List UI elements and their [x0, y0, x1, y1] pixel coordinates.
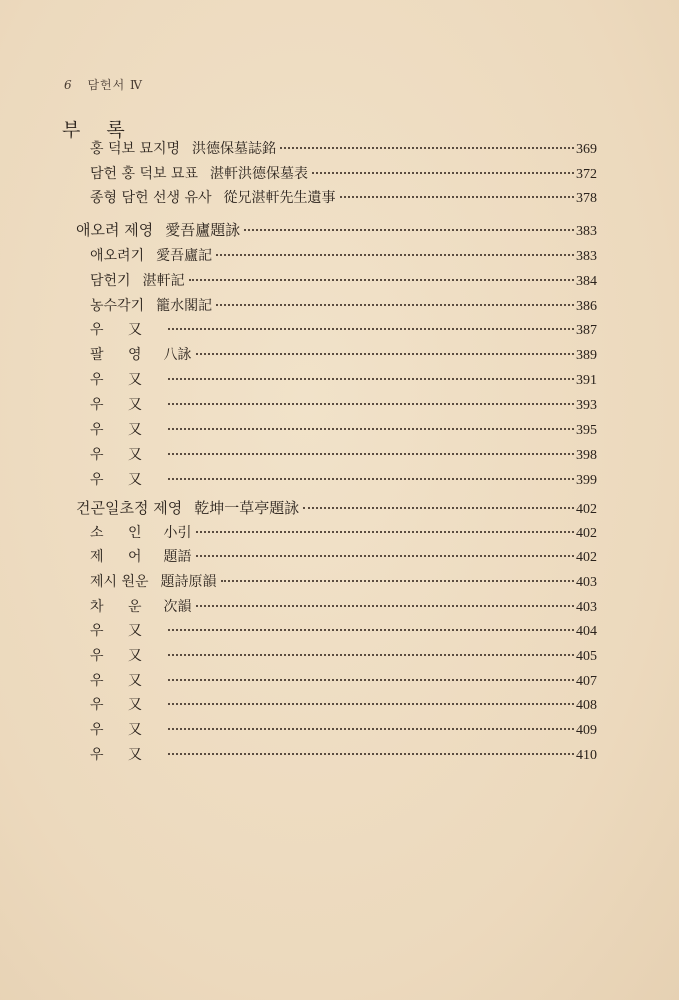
toc-entry-korean: 제 어	[90, 549, 152, 565]
toc-entry-hanja: 乾坤一草亭題詠	[194, 499, 300, 517]
toc-entry-label	[0, 522, 192, 544]
toc-page-number: 405	[576, 649, 597, 664]
toc-page-number: 404	[576, 624, 597, 639]
toc-page-number: 378	[576, 191, 597, 206]
dot-leader	[312, 172, 574, 174]
toc-entry-label	[0, 369, 164, 391]
toc-entry	[0, 522, 602, 544]
toc-page-number: 399	[576, 473, 597, 488]
toc-entry-korean: 애오려 제영	[76, 221, 154, 239]
toc-entry-hanja: 洪德保墓誌銘	[192, 141, 277, 157]
toc-entry	[0, 369, 602, 391]
toc-entry-label	[0, 344, 192, 366]
dot-leader	[168, 478, 574, 480]
toc-entry-label	[0, 469, 164, 491]
toc-entry	[0, 719, 602, 741]
dot-leader	[168, 703, 574, 705]
toc-page-number: 386	[576, 299, 597, 314]
toc-entry-korean: 홍 덕보 묘지명	[90, 141, 181, 157]
toc-page-number: 402	[576, 502, 597, 517]
dot-leader	[196, 605, 575, 607]
toc-entry-korean: 우 又	[90, 697, 152, 713]
toc-page-number: 410	[576, 748, 597, 763]
toc-entry	[0, 245, 602, 267]
running-header	[64, 76, 143, 93]
toc-entry-label	[0, 419, 164, 441]
toc-entry	[0, 645, 602, 667]
toc-entry-hanja: 湛軒記	[142, 273, 185, 289]
toc-page-number: 384	[576, 274, 597, 289]
toc-entry	[0, 670, 602, 692]
toc-entry	[0, 187, 602, 209]
toc-entry-korean: 우 又	[90, 372, 152, 388]
dot-leader	[168, 753, 574, 755]
toc-entry-hanja: 湛軒洪德保墓表	[210, 166, 309, 182]
toc-entry-korean: 종형 담헌 선생 유사	[90, 190, 212, 206]
dot-leader	[216, 254, 574, 256]
toc-page-number: 402	[576, 550, 597, 565]
dot-leader	[168, 629, 574, 631]
toc-entry-label	[0, 295, 212, 317]
toc-entry-label	[0, 163, 308, 185]
toc-page-number: 403	[576, 600, 597, 615]
toc-page-number: 409	[576, 723, 597, 738]
toc-entry	[0, 469, 602, 491]
toc-entry	[0, 419, 602, 441]
dot-leader	[168, 654, 574, 656]
dot-leader	[168, 378, 574, 380]
toc-entry-hanja: 次韻	[163, 599, 192, 615]
toc-entry	[0, 138, 602, 160]
toc-entry-korean: 우 又	[90, 648, 152, 664]
toc-page-number: 407	[576, 674, 597, 689]
toc-entry	[0, 497, 602, 519]
toc-entry-korean: 팔 영	[90, 347, 152, 363]
toc-entry-hanja: 從兄湛軒先生遺事	[223, 190, 336, 206]
running-title: 담헌서 Ⅳ	[87, 78, 144, 92]
dot-leader	[280, 147, 574, 149]
toc-entry-label	[0, 245, 212, 267]
toc-page-number: 387	[576, 323, 597, 338]
toc-entry-korean: 차 운	[90, 599, 152, 615]
toc-entry	[0, 444, 602, 466]
toc-entry	[0, 319, 602, 341]
toc-page-number: 391	[576, 373, 597, 388]
toc-entry-label	[0, 394, 164, 416]
dot-leader	[168, 328, 574, 330]
toc-entry-korean: 담헌기	[90, 273, 131, 289]
toc-entry-label	[0, 670, 164, 692]
toc-entry	[0, 219, 602, 241]
toc-entry	[0, 295, 602, 317]
toc-entry	[0, 596, 602, 618]
toc-entry	[0, 744, 602, 766]
toc-page-number: 398	[576, 448, 597, 463]
toc-entry-korean: 소 인	[90, 525, 152, 541]
toc-entry	[0, 620, 602, 642]
toc-page-number: 408	[576, 698, 597, 713]
toc-entry-label	[0, 219, 240, 241]
dot-leader	[168, 403, 574, 405]
toc-entry-korean: 제시 원운	[90, 574, 149, 590]
dot-leader	[244, 229, 574, 231]
toc-entry-label	[0, 497, 299, 519]
toc-entry	[0, 344, 602, 366]
toc-entry-label	[0, 444, 164, 466]
dot-leader	[168, 679, 574, 681]
toc-entry	[0, 394, 602, 416]
toc-entry-label	[0, 138, 276, 160]
toc-entry-korean: 우 又	[90, 447, 152, 463]
toc-entry-label	[0, 645, 164, 667]
toc-page-number: 395	[576, 423, 597, 438]
dot-leader	[196, 353, 575, 355]
dot-leader	[221, 580, 574, 582]
dot-leader	[168, 728, 574, 730]
toc-entry-label	[0, 571, 217, 593]
toc-page-number: 383	[576, 249, 597, 264]
dot-leader	[216, 304, 574, 306]
toc-entry-label	[0, 744, 164, 766]
toc-entry-label	[0, 546, 192, 568]
toc-page-number: 403	[576, 575, 597, 590]
toc-entry-hanja: 題語	[163, 549, 192, 565]
toc-entry-korean: 애오려기	[90, 248, 145, 264]
toc-entry-korean: 담헌 홍 덕보 묘표	[90, 166, 199, 182]
section-title: 부 록	[62, 119, 135, 141]
toc-entry-label	[0, 620, 164, 642]
toc-entry-hanja: 愛吾廬記	[156, 248, 213, 264]
toc-page-number: 393	[576, 398, 597, 413]
dot-leader	[189, 279, 574, 281]
toc-page-number: 372	[576, 167, 597, 182]
toc-entry-hanja: 八詠	[163, 347, 192, 363]
toc-entry-korean: 건곤일초정 제영	[76, 499, 183, 517]
toc-entry-korean: 우 又	[90, 422, 152, 438]
toc-entry-korean: 우 又	[90, 472, 152, 488]
toc-entry-label	[0, 187, 336, 209]
page-number: 6	[64, 78, 73, 92]
toc-entry-korean: 우 又	[90, 722, 152, 738]
toc-page-number: 389	[576, 348, 597, 363]
toc-entry	[0, 270, 602, 292]
dot-leader	[168, 453, 574, 455]
toc-page-number: 402	[576, 526, 597, 541]
toc-entry-label	[0, 694, 164, 716]
dot-leader	[168, 428, 574, 430]
toc-entry-label	[0, 719, 164, 741]
toc-entry-label	[0, 319, 164, 341]
toc-entry-hanja: 愛吾廬題詠	[165, 221, 241, 239]
dot-leader	[196, 531, 575, 533]
toc-entry-korean: 우 又	[90, 397, 152, 413]
toc-entry-korean: 농수각기	[90, 298, 145, 314]
toc-entry-label	[0, 596, 192, 618]
dot-leader	[196, 555, 575, 557]
toc-entry-label	[0, 270, 185, 292]
dot-leader	[303, 507, 574, 509]
toc-entry	[0, 694, 602, 716]
dot-leader	[340, 196, 574, 198]
toc-entry-hanja: 小引	[163, 525, 192, 541]
toc-entry-hanja: 題詩原韻	[160, 574, 217, 590]
toc-entry-korean: 우 又	[90, 747, 152, 763]
toc-entry	[0, 163, 602, 185]
toc-entry-korean: 우 又	[90, 322, 152, 338]
toc-entry-korean: 우 又	[90, 673, 152, 689]
toc-page-number: 383	[576, 224, 597, 239]
toc-entry	[0, 546, 602, 568]
toc-entry	[0, 571, 602, 593]
toc-entry-korean: 우 又	[90, 623, 152, 639]
toc-page-number: 369	[576, 142, 597, 157]
toc-entry-hanja: 籠水閣記	[156, 298, 213, 314]
